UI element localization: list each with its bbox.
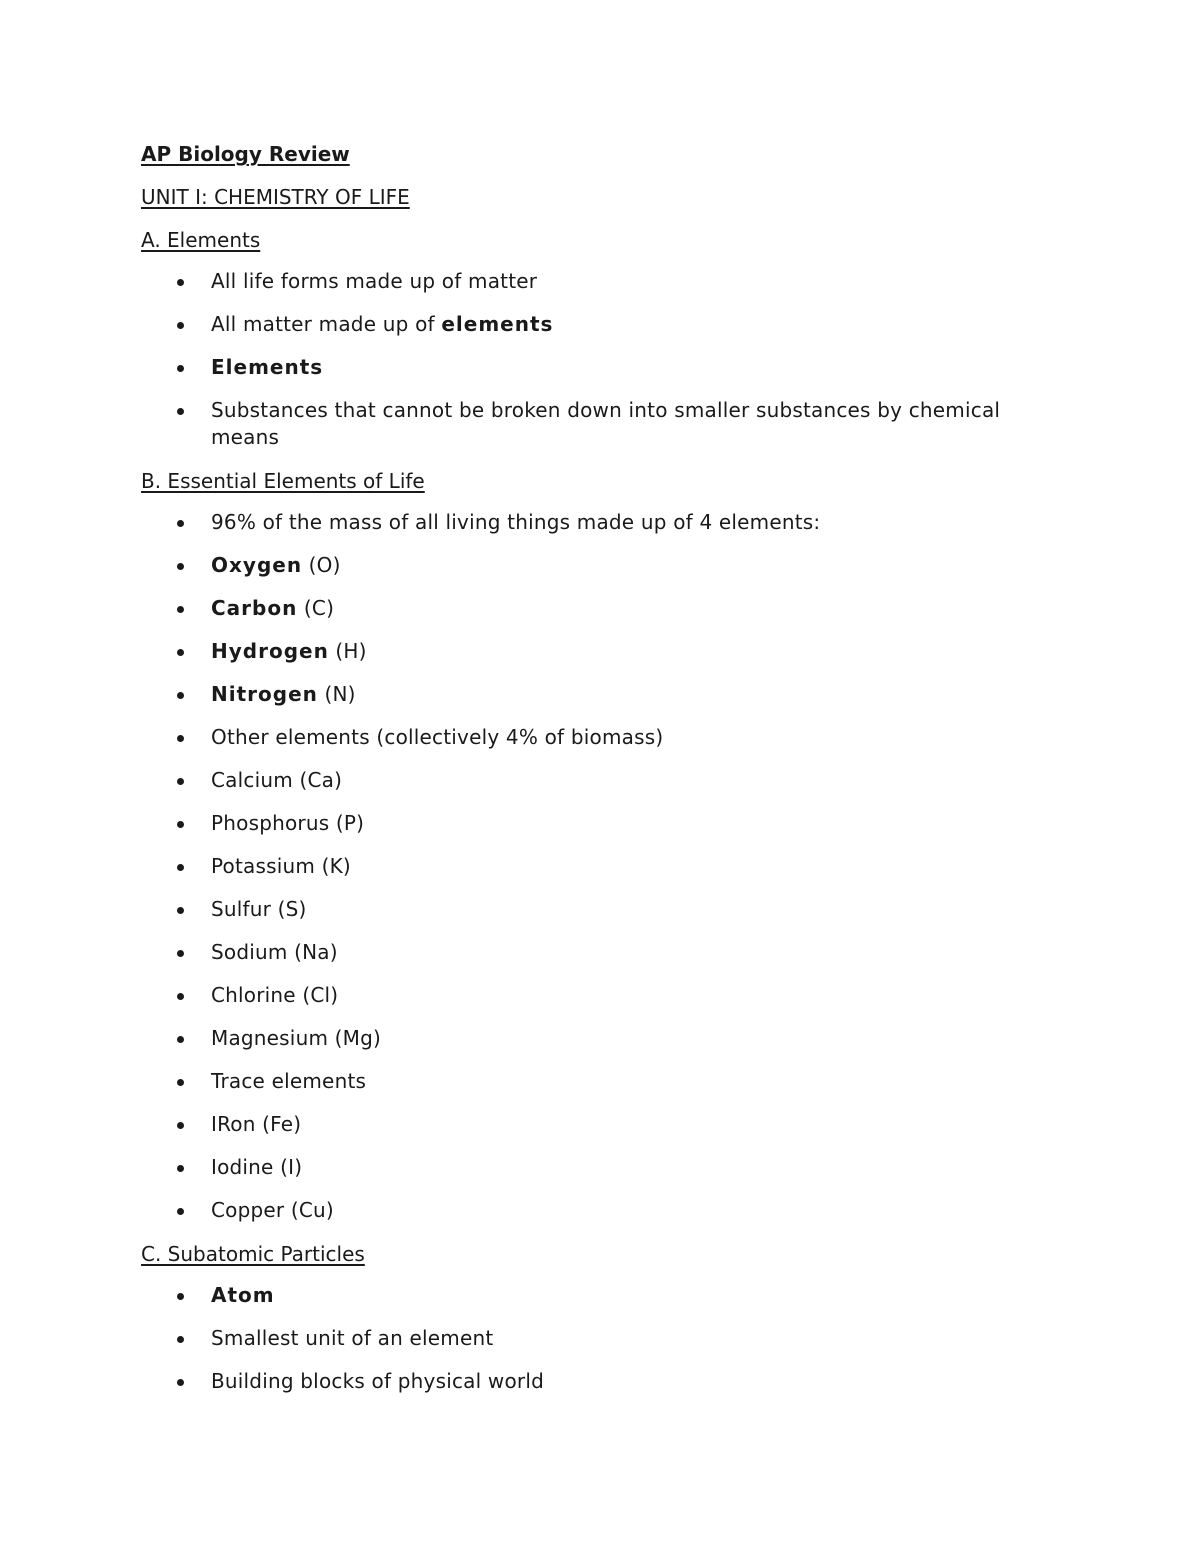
bullet-icon: [177, 735, 184, 742]
bullet-icon: [177, 821, 184, 828]
bullet-icon: [177, 993, 184, 1000]
bullet-icon: [177, 950, 184, 957]
bullet-list-essential-elements: [141, 509, 1061, 1240]
bullet-icon: [177, 1336, 184, 1343]
list-item: Copper (Cu): [141, 1197, 1061, 1240]
bullet-icon: [177, 864, 184, 871]
list-item: Carbon (C): [141, 595, 1061, 638]
bullet-icon: [177, 408, 184, 415]
bullet-list-elements: [141, 268, 1061, 467]
bullet-icon: [177, 649, 184, 656]
bullet-icon: [177, 1379, 184, 1386]
list-item: 96% of the mass of all living things made up of 4 elements:: [141, 509, 1061, 552]
bullet-icon: [177, 520, 184, 527]
bullet-icon: [177, 1208, 184, 1215]
unit-heading: UNIT I: CHEMISTRY OF LIFE: [141, 185, 410, 209]
list-item: Building blocks of physical world: [141, 1368, 1061, 1411]
bullet-icon: [177, 606, 184, 613]
bullet-icon: [177, 692, 184, 699]
list-item: Substances that cannot be broken down into smaller substances by chemical means: [141, 397, 1061, 467]
bullet-icon: [177, 1122, 184, 1129]
list-item: Phosphorus (P): [141, 810, 1061, 853]
section-title-subatomic-particles: C. Subatomic Particles: [141, 1242, 365, 1266]
bullet-icon: [177, 907, 184, 914]
list-item: Potassium (K): [141, 853, 1061, 896]
list-item: Atom: [141, 1282, 1061, 1325]
list-item: Elements: [141, 354, 1061, 397]
list-item: Calcium (Ca): [141, 767, 1061, 810]
bullet-icon: [177, 322, 184, 329]
list-item: Other elements (collectively 4% of biomass): [141, 724, 1061, 767]
list-item: Smallest unit of an element: [141, 1325, 1061, 1368]
document-title: AP Biology Review: [141, 142, 350, 166]
list-item: Sodium (Na): [141, 939, 1061, 982]
list-item: Hydrogen (H): [141, 638, 1061, 681]
section-title-elements: A. Elements: [141, 228, 261, 252]
list-item: All matter made up of elements: [141, 311, 1061, 354]
bullet-icon: [177, 279, 184, 286]
list-item: Magnesium (Mg): [141, 1025, 1061, 1068]
bullet-icon: [177, 1165, 184, 1172]
list-item: Trace elements: [141, 1068, 1061, 1111]
section-title-essential-elements: B. Essential Elements of Life: [141, 469, 425, 493]
bullet-icon: [177, 563, 184, 570]
list-item: Chlorine (Cl): [141, 982, 1061, 1025]
list-item: All life forms made up of matter: [141, 268, 1061, 311]
list-item: Iodine (I): [141, 1154, 1061, 1197]
bullet-icon: [177, 1293, 184, 1300]
list-item: Sulfur (S): [141, 896, 1061, 939]
bullet-icon: [177, 778, 184, 785]
document-page: [141, 140, 1061, 1411]
list-item: IRon (Fe): [141, 1111, 1061, 1154]
bullet-icon: [177, 1079, 184, 1086]
list-item: Nitrogen (N): [141, 681, 1061, 724]
list-item: Oxygen (O): [141, 552, 1061, 595]
bullet-icon: [177, 1036, 184, 1043]
bullet-list-subatomic-particles: [141, 1282, 1061, 1411]
bullet-icon: [177, 365, 184, 372]
